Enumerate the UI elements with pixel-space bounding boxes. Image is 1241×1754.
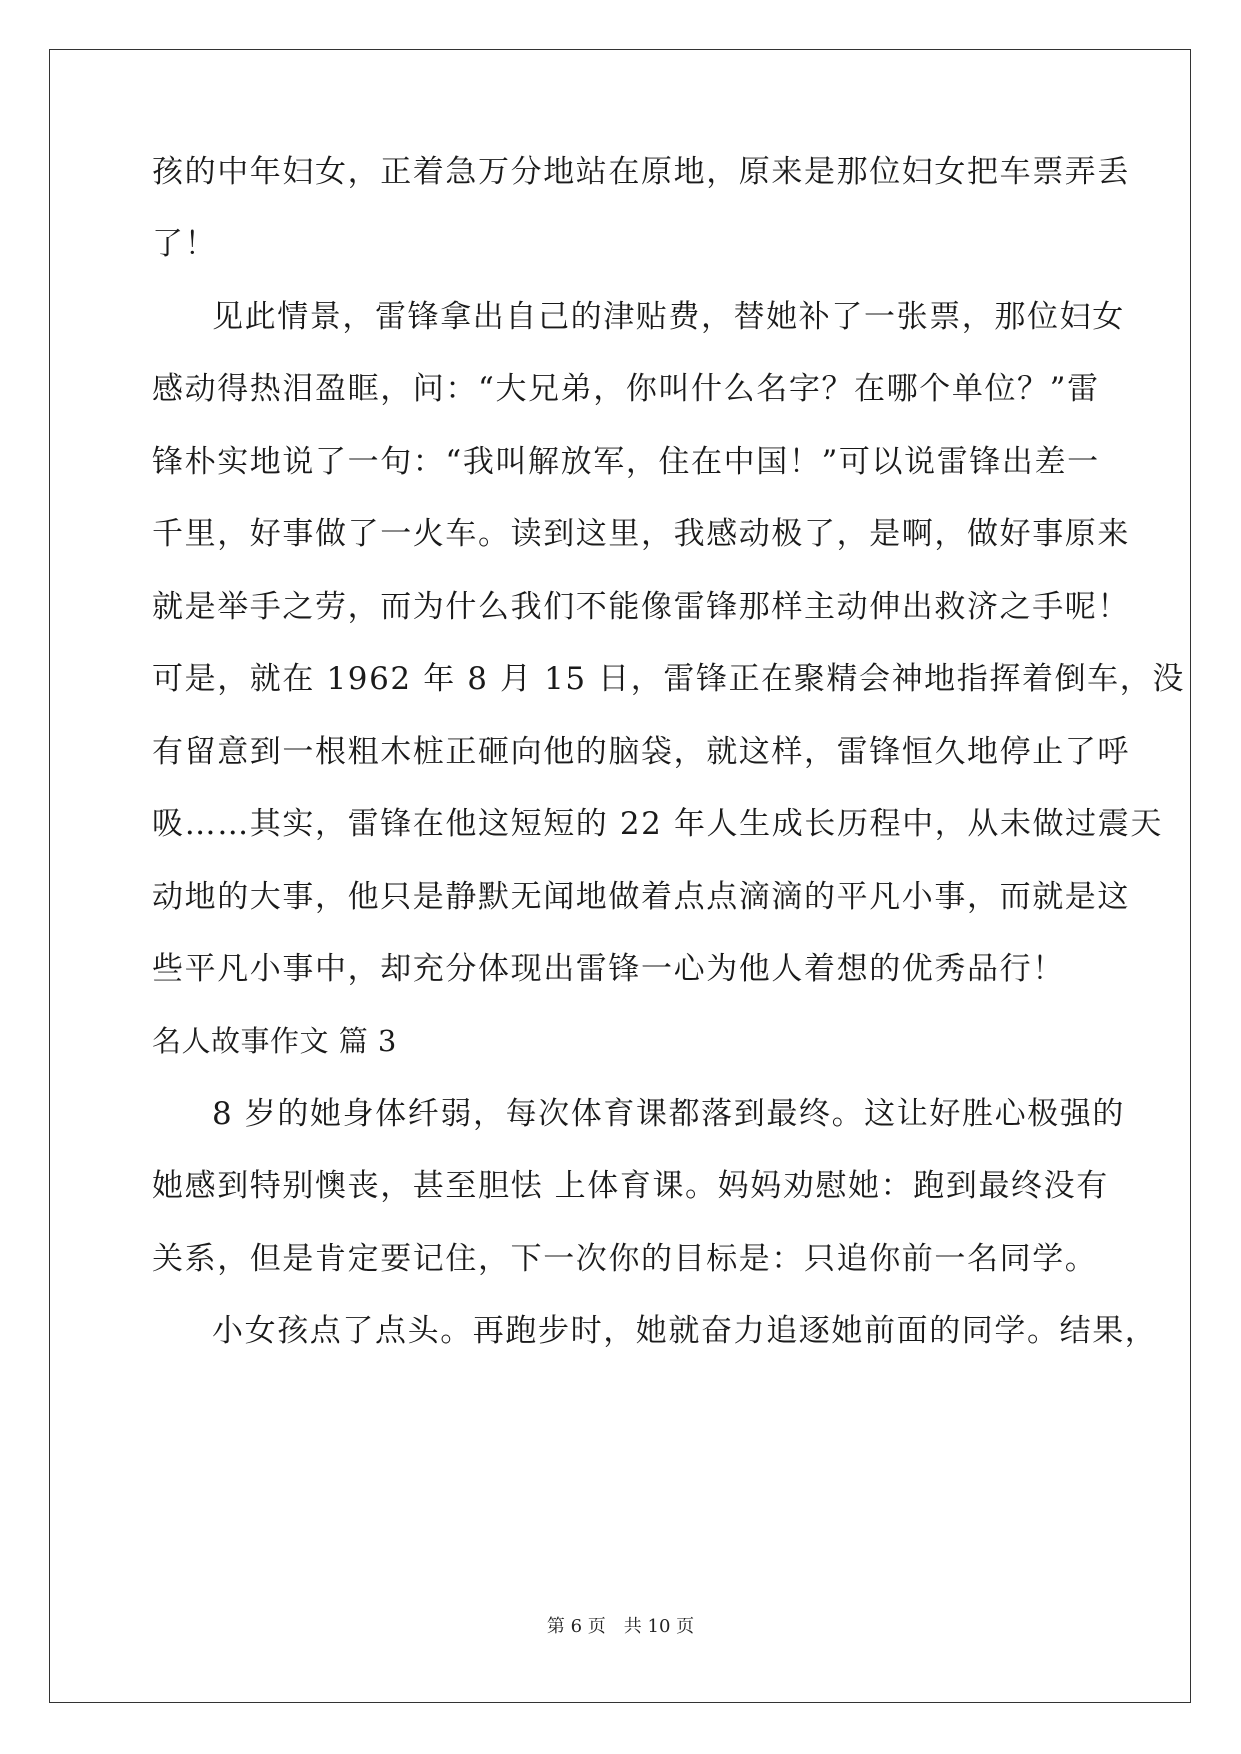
text-line: 关系，但是肯定要记住，下一次你的目标是：只追你前一名同学。 <box>152 1241 1098 1277</box>
text-line: 就是举手之劳，而为什么我们不能像雷锋那样主动伸出救济之手呢！ <box>152 589 1130 625</box>
text-line: 锋朴实地说了一句：“我叫解放军，住在中国！”可以说雷锋出差一 <box>152 444 1100 480</box>
text-line: 她感到特别懊丧，甚至胆怯 上体育课。妈妈劝慰她：跑到最终没有 <box>152 1168 1109 1204</box>
text-line: 些平凡小事中，却充分体现出雷锋一心为他人着想的优秀品行！ <box>152 951 1065 987</box>
text-line: 吸……其实，雷锋在他这短短的 22 年人生成长历程中，从未做过震天 <box>152 806 1163 842</box>
page-number: 第 6 页 共 10 页 <box>546 1616 695 1637</box>
text-line: 8 岁的她身体纤弱，每次体育课都落到最终。这让好胜心极强的 <box>212 1096 1125 1132</box>
text-line: 可是，就在 1962 年 8 月 15 日，雷锋正在聚精会神地指挥着倒车，没 <box>152 661 1185 697</box>
text-line: 见此情景，雷锋拿出自己的津贴费，替她补了一张票，那位妇女 <box>212 299 1125 335</box>
text-line: 千里，好事做了一火车。读到这里，我感动极了，是啊，做好事原来 <box>152 516 1130 552</box>
text-line: 了！ <box>152 226 218 262</box>
section-heading: 名人故事作文 篇 3 <box>152 1024 397 1058</box>
text-line: 小女孩点了点头。再跑步时，她就奋力追逐她前面的同学。结果， <box>212 1313 1158 1349</box>
text-line: 孩的中年妇女，正着急万分地站在原地，原来是那位妇女把车票弄丢 <box>152 154 1130 190</box>
text-line: 有留意到一根粗木桩正砸向他的脑袋，就这样，雷锋恒久地停止了呼 <box>152 734 1130 770</box>
text-line: 动地的大事，他只是静默无闻地做着点点滴滴的平凡小事，而就是这 <box>152 879 1130 915</box>
text-line: 感动得热泪盈眶，问：“大兄弟，你叫什么名字？在哪个单位？”雷 <box>152 371 1100 407</box>
